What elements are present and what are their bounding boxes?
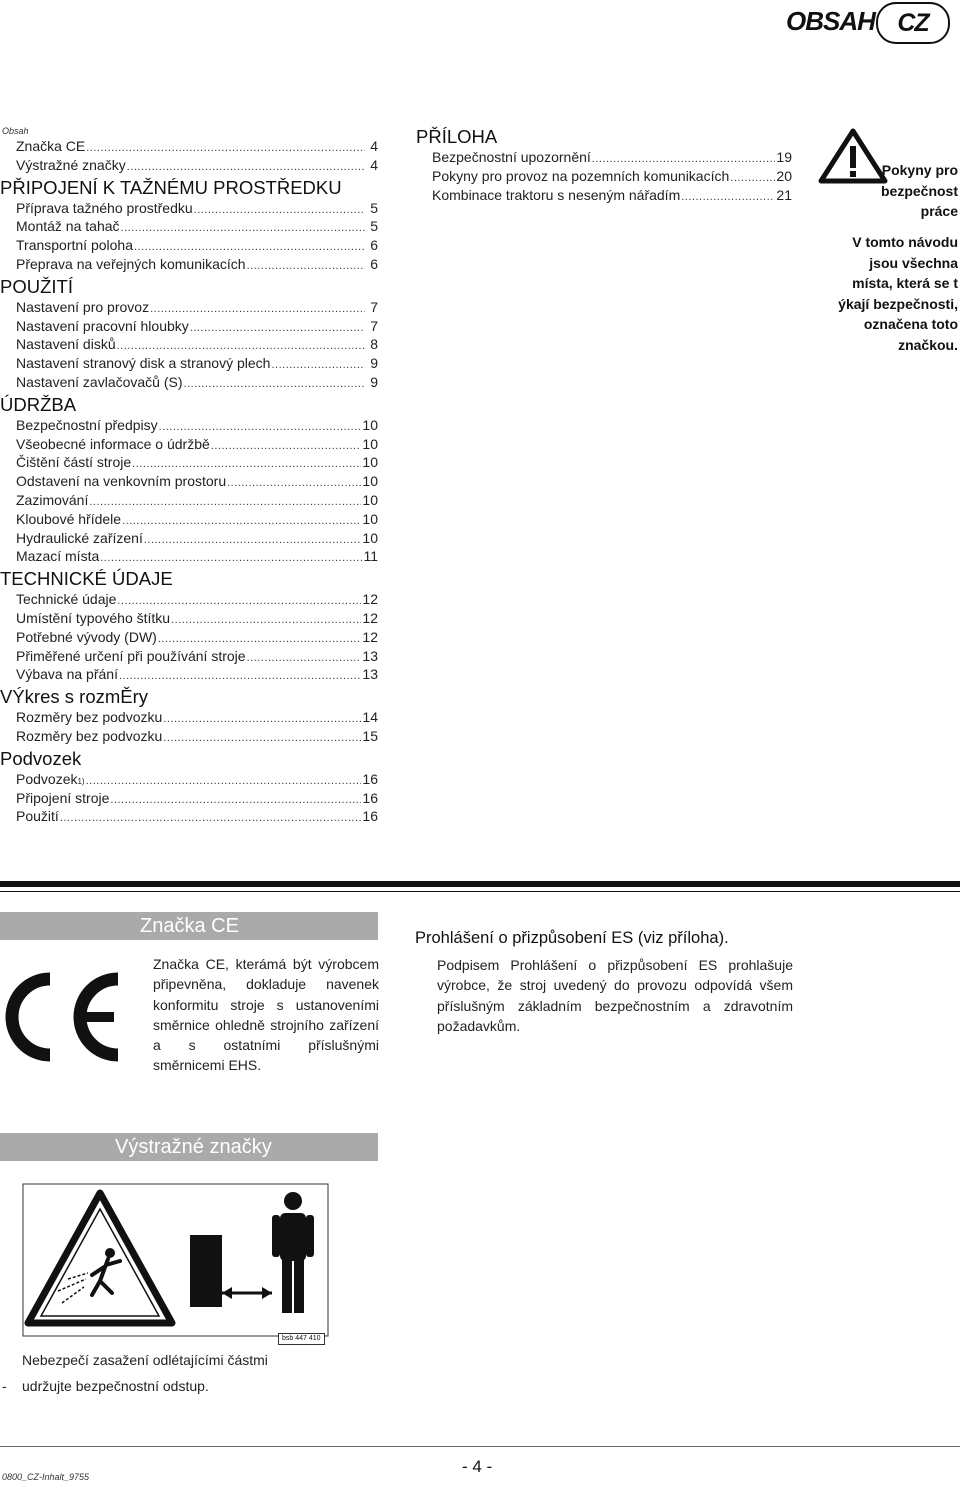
language-badge: CZ: [876, 2, 950, 44]
section-label: Obsah: [2, 126, 29, 136]
toc-leader-dots: [150, 298, 365, 319]
toc-page-number: 19: [776, 149, 792, 165]
table-of-contents-left: [0, 137, 378, 826]
toc-entry-title: Rozměry bez podvozku: [16, 727, 163, 744]
warning-signs-title: Výstražné značky: [115, 1135, 272, 1158]
toc-entry[interactable]: [0, 727, 378, 746]
toc-entry[interactable]: [0, 453, 378, 472]
toc-entry-title: Hydraulické zařízení: [16, 529, 143, 546]
toc-entry-title: Mazací místa: [16, 548, 100, 565]
toc-heading: PŘÍLOHA: [416, 126, 498, 147]
toc-entry[interactable]: [0, 647, 378, 666]
toc-page-number: 13: [362, 647, 378, 664]
toc-entry-title: Všeobecné informace o údržbě: [16, 435, 210, 452]
toc-leader-dots: [127, 156, 365, 177]
toc-leader-dots: [117, 590, 361, 611]
toc-page-number: 20: [776, 167, 792, 184]
warning-body-line: místa, která se t: [852, 275, 958, 291]
toc-entry[interactable]: [0, 255, 378, 274]
toc-leader-dots: [119, 665, 361, 686]
toc-entry[interactable]: [0, 609, 378, 628]
figure-code: bsb 447 410: [278, 1333, 325, 1345]
toc-entry-title: Nastavení pro provoz: [16, 298, 150, 315]
toc-entry[interactable]: [0, 472, 378, 491]
toc-page-number: 8: [370, 336, 378, 353]
bullet-dash: -: [2, 1378, 7, 1394]
warning-body-line: značkou.: [898, 336, 958, 353]
toc-leader-dots: [122, 510, 361, 531]
toc-entry-title: Přiměřené určení při používání stroje: [16, 647, 246, 664]
toc-entry[interactable]: [0, 317, 378, 336]
toc-leader-dots: [194, 199, 365, 220]
toc-page-number: 12: [362, 591, 378, 608]
toc-entry-title: Připojení stroje: [16, 789, 110, 806]
toc-entry[interactable]: [0, 789, 378, 808]
toc-page-number: 7: [370, 317, 378, 334]
toc-page-number: 9: [370, 373, 378, 390]
toc-entry[interactable]: [0, 199, 378, 218]
toc-entry-title: Nastavení zavlačovačů (S): [16, 373, 183, 390]
toc-leader-dots: [159, 416, 362, 437]
toc-entry[interactable]: [0, 217, 378, 236]
ce-section-bar: [0, 912, 378, 940]
toc-page-number: 14: [362, 709, 378, 726]
flying-parts-warning-icon: [28, 1193, 172, 1323]
toc-page-number: 6: [370, 255, 378, 272]
toc-page-number: 11: [363, 548, 378, 565]
toc-entry-title: Potřebné vývody (DW): [16, 628, 157, 645]
declaration-text: Podpisem Prohlášení o přizpůsobení ES prohlašuje výrobce, že stroj uvedený do provozu odpovídá všem příslušným základním bezpečnostním a zdravotním požadavkům.: [437, 957, 793, 1034]
toc-leader-dots: [86, 770, 362, 791]
toc-page-number: 15: [362, 727, 378, 744]
toc-entry-title: Pokyny pro provoz na pozemních komunikacích: [432, 167, 730, 184]
toc-entry-title: Výbava na přání: [16, 666, 118, 683]
toc-entry-title: Zazimování: [16, 491, 89, 508]
toc-page-number: 10: [362, 473, 378, 490]
toc-entry-title: Technické údaje: [16, 591, 117, 608]
toc-footnote-marker: 1): [77, 776, 85, 786]
toc-leader-dots: [144, 529, 362, 550]
section-divider-thin: [0, 891, 960, 892]
toc-entry[interactable]: [0, 416, 378, 435]
toc-entry[interactable]: [0, 665, 378, 684]
toc-page-number: 16: [362, 789, 378, 806]
toc-leader-dots: [681, 186, 775, 207]
toc-entry-title: Bezpečnostní předpisy: [16, 416, 158, 433]
toc-entry-title: Nastavení pracovní hloubky: [16, 317, 189, 334]
toc-page-number: 21: [776, 186, 792, 203]
warning-signs-bar: [0, 1133, 378, 1161]
toc-leader-dots: [158, 628, 362, 649]
toc-page-number: 5: [370, 218, 378, 235]
toc-entry-title: Umístění typového štítku: [16, 609, 171, 626]
toc-entry[interactable]: [0, 236, 378, 255]
toc-leader-dots: [171, 609, 361, 630]
page-header-title: OBSAH: [786, 6, 875, 36]
toc-entry[interactable]: [0, 770, 378, 789]
warning-body-line: V tomto návodu: [852, 234, 958, 250]
warning-body-line: označena toto: [863, 316, 958, 332]
toc-page-number: 10: [362, 454, 378, 471]
toc-leader-dots: [134, 236, 365, 257]
toc-leader-dots: [184, 373, 365, 394]
toc-page-number: 4: [370, 138, 378, 154]
toc-entry[interactable]: [416, 186, 792, 205]
toc-entry-title: Značka CE: [16, 138, 86, 154]
toc-leader-dots: [163, 727, 361, 748]
toc-entry[interactable]: [0, 491, 378, 510]
toc-entry-title: Kombinace traktoru s neseným nářadím: [432, 186, 681, 203]
toc-leader-dots: [110, 789, 361, 810]
toc-entry[interactable]: [0, 510, 378, 529]
toc-entry[interactable]: [0, 529, 378, 548]
toc-entry[interactable]: [416, 148, 792, 167]
toc-entry[interactable]: [0, 156, 378, 175]
toc-leader-dots: [86, 137, 365, 158]
toc-entry[interactable]: [0, 628, 378, 647]
warning-title: [848, 160, 958, 222]
ce-section-title: Značka CE: [140, 914, 239, 937]
toc-entry[interactable]: [0, 708, 378, 727]
toc-page-number: 13: [362, 666, 378, 683]
toc-heading: TECHNICKÉ ÚDAJE: [0, 568, 173, 590]
toc-heading: VÝkres s rozmĚry: [0, 686, 149, 708]
toc-leader-dots: [227, 472, 361, 493]
toc-heading: ÚDRŽBA: [0, 393, 77, 415]
toc-entry-title: Přeprava na veřejných komunikacích: [16, 255, 246, 272]
toc-entry[interactable]: [0, 373, 378, 392]
warning-body-line: ýkají bezpečnosti,: [838, 295, 958, 312]
toc-page-number: 5: [370, 199, 378, 216]
page-number: - 4 -: [462, 1457, 493, 1476]
toc-entry[interactable]: [0, 298, 378, 317]
toc-leader-dots: [271, 354, 365, 375]
ce-mark-logo: [0, 967, 122, 1067]
toc-entry-title: Čištění částí stroje: [16, 454, 132, 471]
warning-title-line: práce: [920, 203, 958, 219]
toc-leader-dots: [89, 491, 361, 512]
toc-entry-title: Nastavení disků: [16, 336, 116, 353]
toc-leader-dots: [730, 167, 775, 188]
toc-leader-dots: [163, 708, 361, 729]
toc-entry-title: Výstražné značky: [16, 156, 126, 173]
toc-entry[interactable]: [0, 354, 378, 373]
warning-caption: Nebezpečí zasažení odlétajícími částmi: [22, 1352, 268, 1368]
warning-title-line: bezpečnost: [880, 182, 958, 199]
toc-leader-dots: [60, 807, 362, 828]
toc-entry[interactable]: [0, 807, 378, 826]
warning-bullet: udržujte bezpečnostní odstup.: [22, 1378, 209, 1394]
section-divider-thick: [0, 881, 960, 887]
toc-entry-title: Příprava tažného prostředku: [16, 199, 193, 216]
toc-page-number: 10: [362, 491, 378, 508]
warning-title-line: Pokyny pro: [881, 162, 958, 178]
person-icon: [272, 1192, 314, 1313]
toc-entry-title: Použití: [16, 808, 59, 825]
toc-entry-title: Montáž na tahač: [16, 218, 120, 235]
toc-entry-title: Kloubové hřídele: [16, 510, 122, 527]
toc-leader-dots: [592, 148, 776, 169]
toc-page-number: 16: [362, 770, 378, 787]
toc-page-number: 16: [362, 808, 378, 825]
toc-page-number: 10: [362, 435, 378, 452]
toc-heading: PŘIPOJENÍ K TAŽNÉMU PROSTŘEDKU: [0, 176, 342, 198]
toc-leader-dots: [247, 255, 365, 276]
warning-body-line: jsou všechna: [869, 254, 958, 271]
toc-page-number: 12: [362, 628, 378, 645]
toc-page-number: 12: [362, 609, 378, 626]
toc-leader-dots: [247, 647, 362, 668]
toc-page-number: 10: [362, 416, 378, 433]
declaration-title: Prohlášení o přizpůsobení ES (viz příloha).: [415, 929, 729, 947]
toc-entry[interactable]: [0, 335, 378, 354]
toc-page-number: 10: [362, 510, 378, 527]
toc-leader-dots: [117, 335, 365, 356]
table-of-contents-right: [416, 124, 792, 204]
toc-entry[interactable]: [0, 590, 378, 609]
toc-page-number: 6: [370, 237, 378, 254]
warning-body: [814, 232, 958, 355]
toc-entry-title: Odstavení na venkovním prostoru: [16, 473, 227, 490]
toc-leader-dots: [121, 217, 365, 238]
toc-page-number: 9: [370, 355, 378, 372]
toc-page-number: 10: [362, 529, 378, 546]
toc-leader-dots: [190, 317, 365, 338]
toc-entry[interactable]: [416, 167, 792, 186]
toc-leader-dots: [211, 435, 362, 456]
toc-page-number: 7: [370, 298, 378, 315]
toc-leader-dots: [100, 547, 362, 568]
footer-divider: [0, 1446, 960, 1447]
toc-entry[interactable]: [0, 547, 378, 566]
toc-entry-title: Rozměry bez podvozku: [16, 709, 163, 726]
toc-leader-dots: [132, 453, 361, 474]
toc-page-number: 4: [370, 156, 378, 173]
ce-description: Značka CE, kterámá být výrobcem připevněna, dokladuje navenek konformitu stroje s ustanoveními směrnice ohledně strojního zařízení a s ostatními příslušnými směrnicemi EHS.: [153, 956, 379, 1074]
toc-entry-title: Transportní poloha: [16, 237, 133, 254]
toc-entry[interactable]: [0, 137, 378, 156]
document-code: 0800_CZ-Inhalt_9755: [2, 1472, 90, 1482]
toc-heading: Podvozek: [0, 747, 82, 769]
toc-entry-title: Bezpečnostní upozornění: [432, 149, 591, 165]
warning-sign-figure: [22, 1183, 332, 1343]
toc-heading: POUŽITÍ: [0, 275, 73, 297]
toc-entry[interactable]: [0, 435, 378, 454]
toc-entry-title: Nastavení stranový disk a stranový plech: [16, 355, 271, 372]
toc-entry-title: Podvozek: [16, 770, 78, 787]
